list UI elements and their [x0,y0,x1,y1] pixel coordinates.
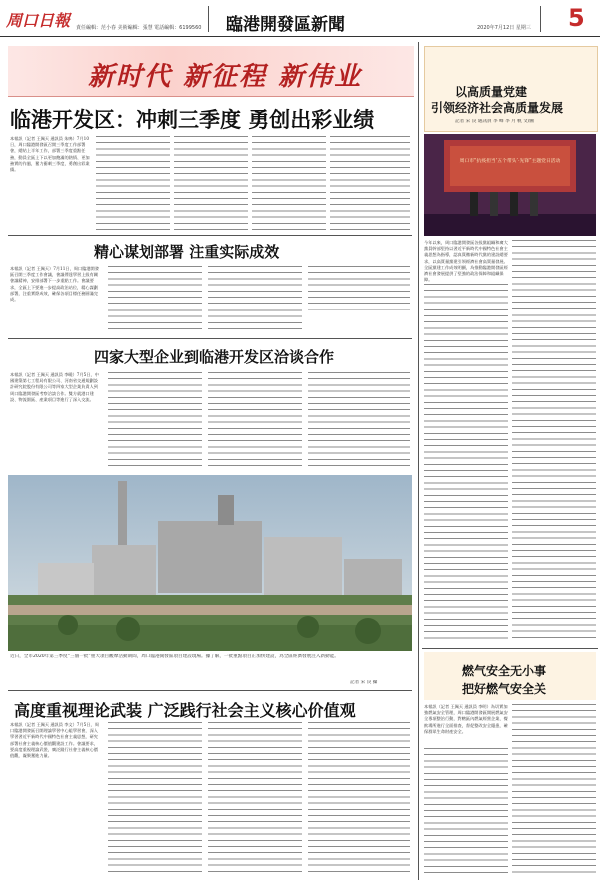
lead-headline: 临港开发区：冲刺三季度 勇创出彩业绩 [10,108,375,132]
enterprises-body: 本報訊（記者 王佩天 通訊員 李曉）7月5日，中國建築第七工程局有限公司、河南省交通規劃設計研究院股份有限公司等四家大型企業負責人到周口臨港開發區考察洽談合作。雙方就港口建設、物流園區、產業項目等進行了深入交流。 [10,372,99,402]
photo-caption: 近日，全市2020年第三季度“三個一批”重大項目觀摩活動期間，周口臨港開發區項目建設現場。據了解，一批重點項目正加快建設，為全區經濟發展注入新動能。 [10,654,339,659]
text-column [424,748,508,876]
section-title: 臨港開發區新聞 [226,15,345,35]
text-column [96,136,170,232]
text-column [108,372,202,470]
masthead-divider [208,6,209,32]
text-column [308,722,410,876]
party-headline-1: 以高质量党建 [455,85,528,99]
banner [8,46,414,97]
newspaper-logo: 周口日報 [6,11,71,30]
gas-body: 本報訊（記者 王佩天 通訊員 李明）為切實加強燃氣安全管理，周口臨港開發區開展燃氣安全專項整治行動，對轄區內燃氣經營企業、餐飲場所進行全面排查，督促整改安全隱患，確保群眾生命財產安全。 [424,704,508,734]
gas-headline-1: 燃气安全无小事 [462,664,547,678]
photo-credit: 記者 宋 艮 攝 [350,680,378,685]
text-column [252,136,326,232]
enterprises-headline: 四家大型企业到临港开发区洽谈合作 [94,348,335,366]
text-column [308,266,410,310]
divider [422,648,598,649]
core-values-body: 本報訊（記者 王佩天 通訊員 李文）7月5日，周口臨港開發區召開理論學習中心組學習會，深入學習習近平新時代中國特色社會主義思想，研究部署社會主義核心價值觀建設工作。會議要求，要高度重視理論武裝，廣泛踐行社會主義核心價值觀，凝聚奮進力量。 [10,722,99,759]
masthead [0,0,600,40]
text-column [424,284,508,642]
gas-safety-header [424,652,596,700]
text-column [512,704,596,876]
lead-intro: 本報訊（記者 王佩天 通訊員 朱鳴）7月10日，周口臨港開發區召開三季度工作部署會，總結上半年工作，部署三季度重點任務，動員全區上下以更加飽滿的熱情、更加務實的作風，奮力衝刺三季度，勇創出彩業績。 [10,136,90,173]
column-divider [418,42,419,880]
planning-headline: 精心谋划部署 注重实际成效 [94,243,280,261]
divider [8,338,412,339]
text-column [208,266,302,334]
stage-photo [424,134,596,236]
page-number: 5 [568,4,585,32]
text-column [108,266,202,334]
stage-banner-text: 周口市“抗疫担当‘五个带头’·先锋”主题党日活动 [459,159,561,164]
text-column [208,372,302,470]
masthead-rule [0,36,600,37]
text-column [208,722,302,876]
text-column [308,372,410,470]
divider [8,235,412,236]
stage-illustration [424,134,596,236]
planning-body: 本報訊（記者 王佩天）7月11日，周口臨港開發區召開三季度工作會議，會議傳達學習上級有關會議精神，安排部署下一步重點工作。會議要求，全區上下要進一步提高政治站位，精心謀劃部署，注重實際成效，確保各項目標任務圓滿完成。 [10,266,99,303]
text-column [330,136,410,232]
factory-illustration [8,475,412,651]
gas-headline-2: 把好燃气安全关 [462,682,547,696]
banner-slogan: 新时代 新征程 新伟业 [88,62,363,92]
factory-photo [8,475,412,651]
masthead-divider [540,6,541,32]
party-headline-2: 引领经济社会高质量发展 [431,101,564,115]
divider [8,690,412,691]
text-column [512,240,596,642]
party-byline: 記者 宋 艮 通訊員 李 峰 李 月 帆 文/圖 [455,119,535,124]
text-column [108,722,202,876]
text-column [174,136,248,232]
party-feature-header [424,46,598,132]
party-body: 今年以來，周口臨港開發區各級黨組織和廣大黨員幹部堅持以習近平新時代中國特色社會主義思想為指導，認真貫徹新時代黨的建設總要求，以高質量黨建引領經濟社會高質量發展。全區黨建工作成效明顯，為推動臨港開發區經濟社會發展提供了堅強的政治保障和組織保障。 [424,240,508,283]
date-line: 2020年7月12日 星期三 [477,25,531,31]
editor-line: 責任編輯：范小春 美術編輯：張慧 電話編輯：6199560 [76,25,202,31]
core-values-headline: 高度重视理论武装 广泛践行社会主义核心价值观 [14,701,356,720]
